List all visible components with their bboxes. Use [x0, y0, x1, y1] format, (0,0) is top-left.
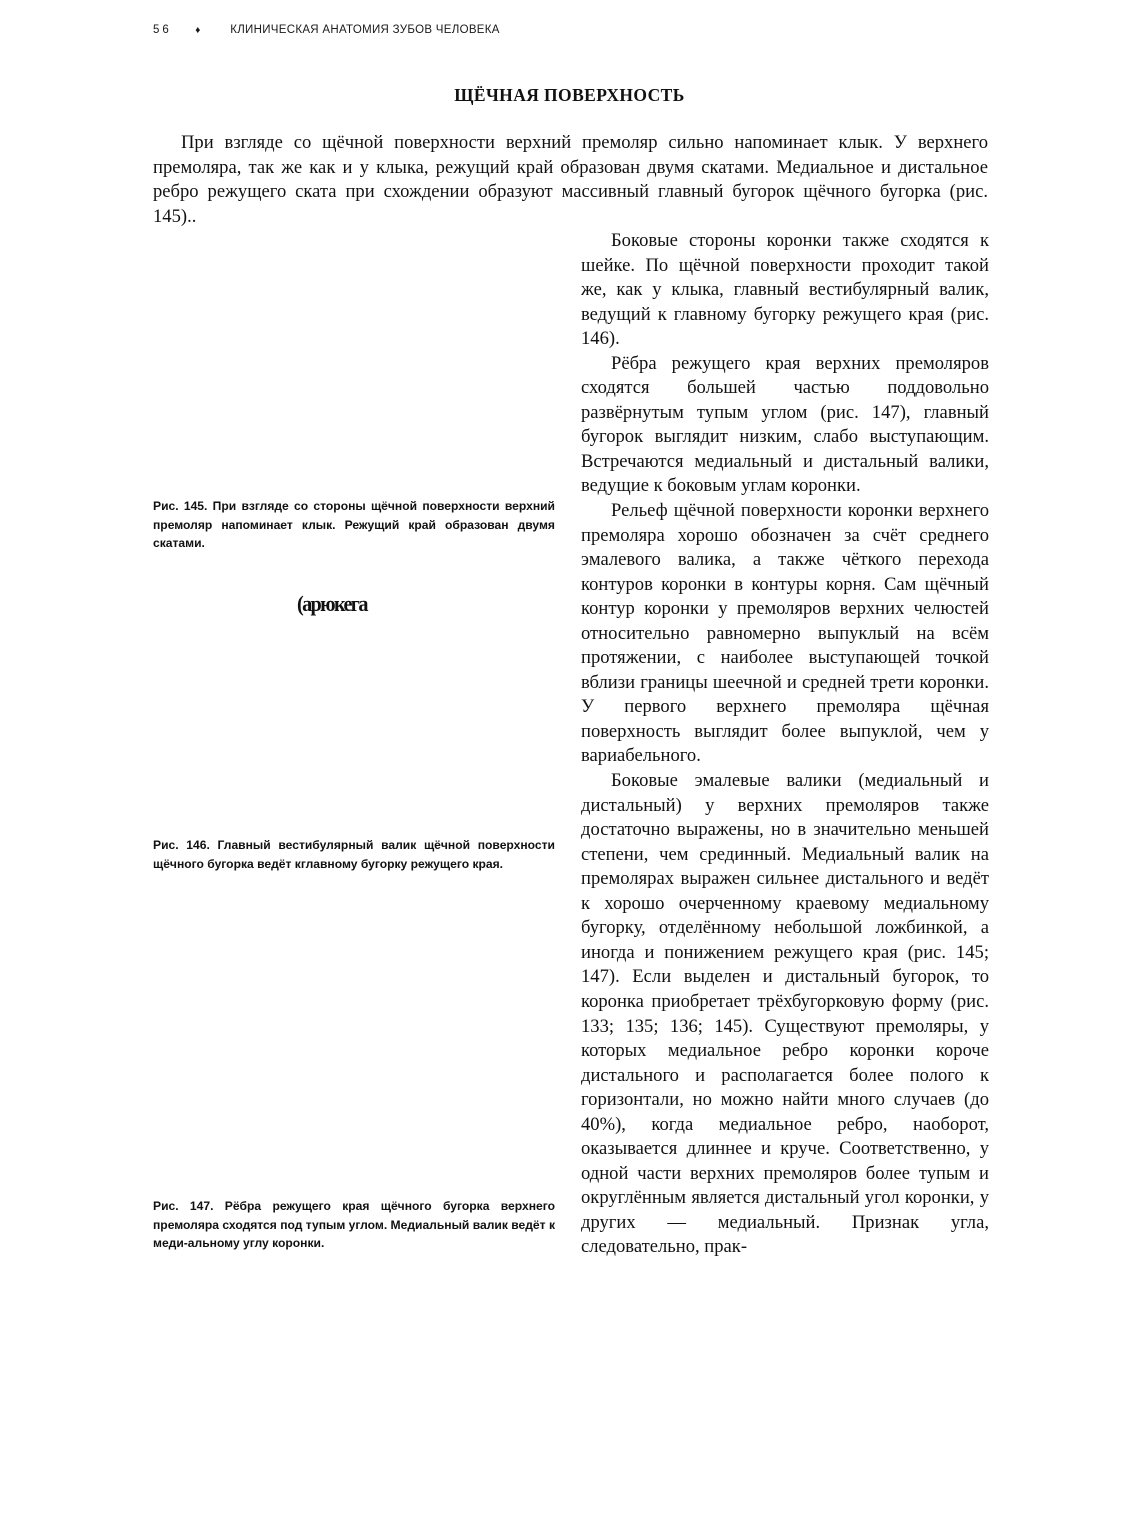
- intro-paragraph: При взгляде со щёчной поверхности верхний премоляр сильно напоминает клык. У верхнего премоляра, так же как и у клыка, режущий край образован двумя скатами. Медиальное и дистальное ребро режущего ската при схождении образуют массивный главный бугорок щёчного бугорка (рис. 145)..: [153, 132, 988, 227]
- page-number: 56: [153, 24, 172, 36]
- body-paragraph: Рельеф щёчной поверхности коронки верхнего премоляра хорошо обозначен за счёт среднего эмалевого валика, а также чёткого перехода контуров коронки в контуры корня. Сам щёчный контур коронки у премоляров верхних челюстей относительно равномерно выпуклый на всём протяжении, с наиболее выступающей точкой вблизи границы шеечной и средней трети коронки. У первого верхнего премоляра щёчная поверхность выглядит более выпуклой, чем у вариабельного.: [581, 500, 989, 767]
- figure-145-area: [153, 245, 555, 495]
- running-header: [153, 24, 500, 36]
- header-separator-icon: ♦: [195, 25, 201, 36]
- body-paragraph: Боковые стороны коронки также сходятся к шейке. По щёчной поверхности проходит такой же, как у клыка, главный вестибулярный валик, ведущий к главному бугорку режущего края (рис. 146).: [581, 230, 989, 350]
- right-column: [581, 229, 989, 1260]
- book-title: КЛИНИЧЕСКАЯ АНАТОМИЯ ЗУБОВ ЧЕЛОВЕКА: [230, 24, 500, 36]
- figure-147-area: [153, 930, 555, 1180]
- caption-fig-147: Рис. 147. Рёбра режущего края щёчного бугорка верхнего премоляра сходятся под тупым углом. Медиальный валик ведёт к меди-альному углу коронки.: [153, 1199, 555, 1250]
- figure-146-area: [153, 585, 555, 835]
- section-title: ЩЁЧНАЯ ПОВЕРХНОСТЬ: [454, 85, 685, 105]
- figure-stamp-text: (арюкега: [297, 591, 367, 616]
- caption-fig-145: Рис. 145. При взгляде со стороны щёчной поверхности верхний премоляр напоминает клык. Режущий край образован двумя скатами.: [153, 499, 555, 550]
- body-paragraph: Рёбра режущего края верхних премоляров сходятся большей частью поддовольно развёрнутым тупым углом (рис. 147), главный бугорок выглядит низким, слабо выступающим. Встречаются медиальный и дистальный валики, ведущие к боковым углам коронки.: [581, 352, 989, 497]
- caption-fig-146: Рис. 146. Главный вестибулярный валик щёчной поверхности щёчного бугорка ведёт кглавному бугорку режущего края.: [153, 838, 555, 871]
- body-paragraph: Боковые эмалевые валики (медиальный и дистальный) у верхних премоляров также достаточно выражены, но в значительно меньшей степени, чем срединный. Медиальный валик на премолярах выражен сильнее дистального и ведёт к хорошо очерченному краевому медиальному бугорку, отделённому небольшой ложбинкой, а иногда и понижением режущего края (рис. 145; 147). Если выделен и дистальный бугорок, то коронка приобретает трёхбугорковую форму (рис. 133; 135; 136; 145). Существуют премоляры, у которых медиальное ребро коронки короче дистального и располагается более полого к горизонтали, но можно найти много случаев (до 40%), когда медиальное ребро, наоборот, оказывается длиннее и круче. Соответственно, у одной части верхних премоляров более тупым и округлённым является дистальный угол коронки, у других — медиальный. Признак угла, следовательно, прак-: [581, 770, 989, 1258]
